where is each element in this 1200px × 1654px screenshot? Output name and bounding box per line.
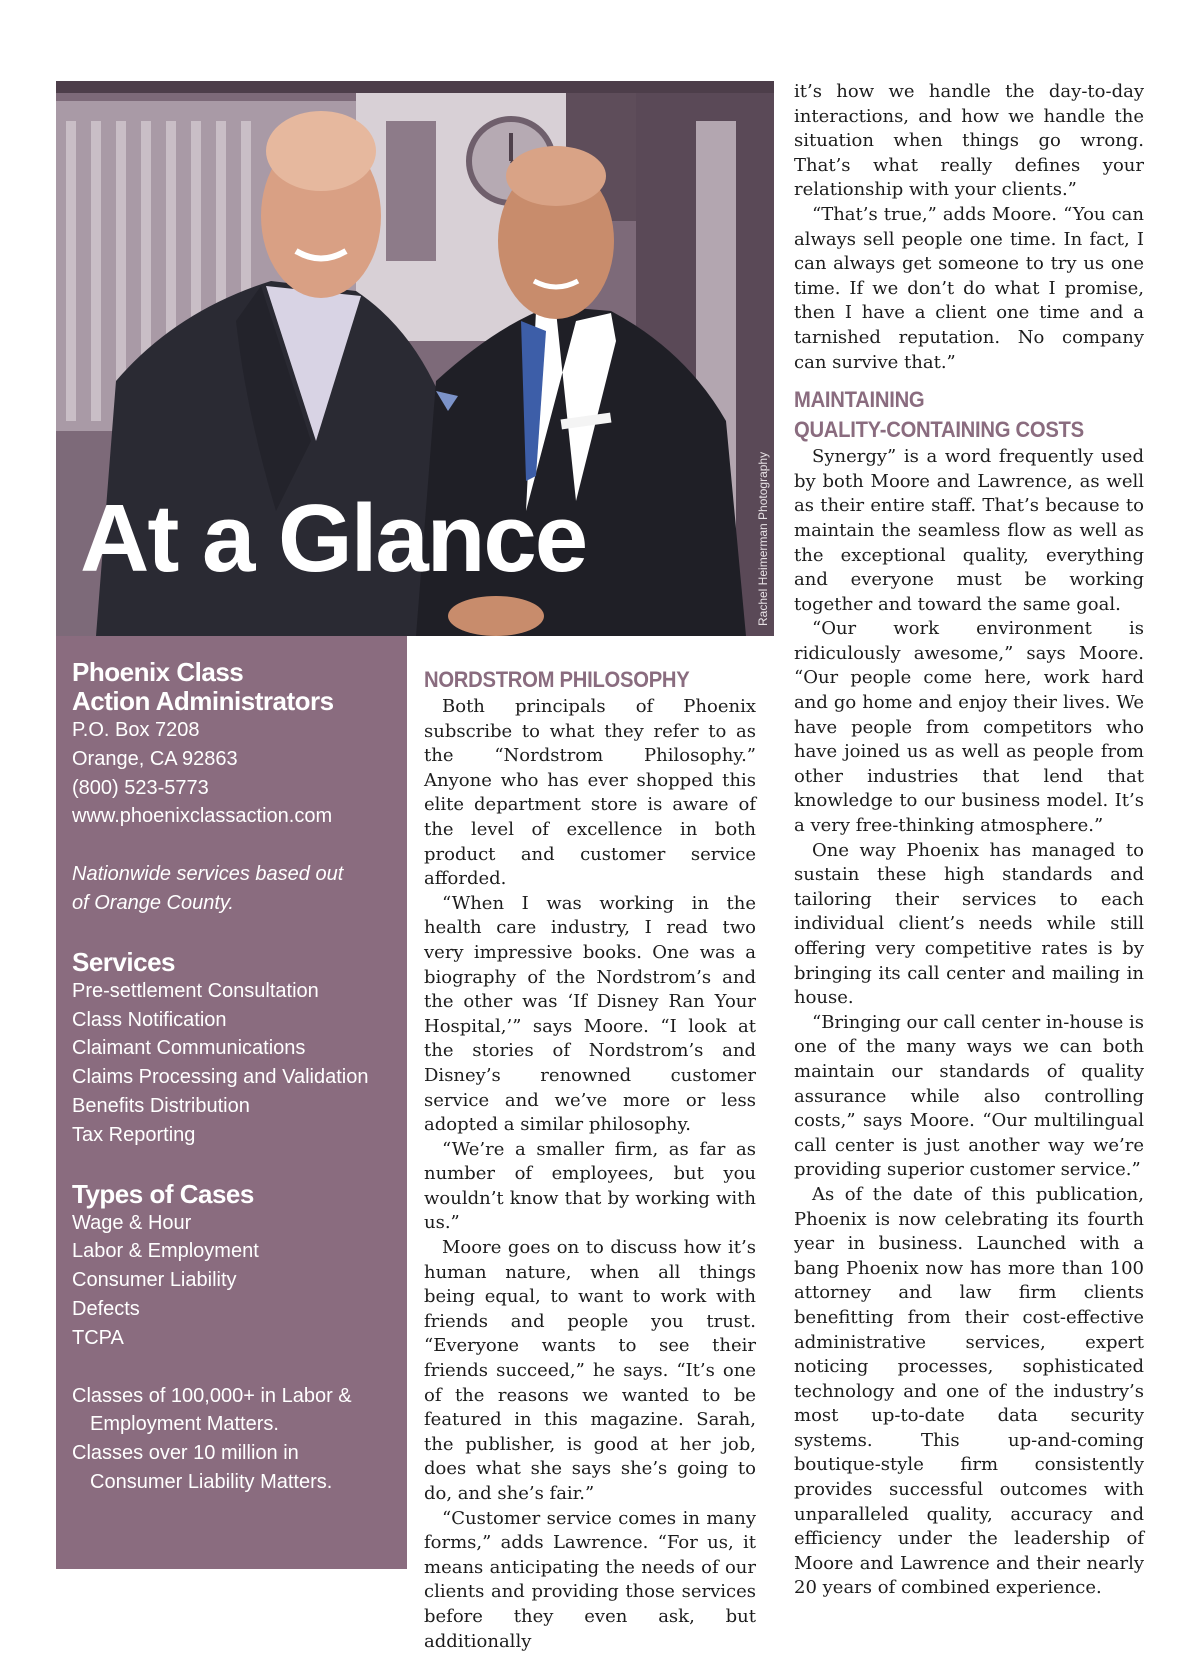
service-item: Tax Reporting — [72, 1123, 196, 1146]
service-item: Class Notification — [72, 1008, 227, 1031]
company-name-line: Action Administrators — [72, 686, 334, 716]
class-size-note: Classes of 100,000+ in Labor & Employment Matters. — [72, 1384, 352, 1436]
service-item: Claims Processing and Validation — [72, 1066, 369, 1089]
article-paragraph: Synergy” is a word frequently used by both Moore and Lawrence, as well as their entire staff. That’s because to maintain the seamless flow as well as the exceptional quality, everything and everyone must be working together and toward the same goal. — [794, 446, 1144, 615]
company-name-line: Phoenix Class — [72, 657, 244, 687]
case-type-item: TCPA — [72, 1326, 124, 1349]
article-paragraph: “When I was working in the health care industry, I read two very impressive books. One was a biography of the Nordstrom’s and the other was ‘If Disney Ran Your Hospital,’” says Moore. “I look at the stories of Nordstrom’s and Disney’s renowned customer service and we’ve more or less adopted a similar philosophy. — [424, 892, 756, 1136]
service-item: Benefits Distribution — [72, 1094, 250, 1117]
service-item: Claimant Communications — [72, 1037, 306, 1060]
article-paragraph: “Customer service comes in many forms,” adds Lawrence. “For us, it means anticipating the needs of our clients and providing those services before they even ask, but additionally — [424, 1507, 756, 1652]
contact-block — [72, 716, 393, 831]
cases-heading: Types of Cases — [72, 1178, 254, 1209]
headline: At a Glance — [80, 485, 587, 592]
class-size-note: Classes over 10 million in Consumer Liability Matters. — [72, 1442, 333, 1493]
photo-credit: Rachel Heimerman Photography — [756, 451, 770, 626]
case-type-item: Defects — [72, 1297, 140, 1320]
article-paragraph: Moore goes on to discuss how it’s human nature, when all things being equal, to want to work with friends and people you trust. “Everyone wants to see their friends succeed,” he says. “It’s one of the reasons we wanted to be featured in this magazine. Sarah, the publisher, is good at her job, does what she says she’s going to do, and she’s fair.” — [424, 1237, 756, 1504]
case-type-item: Wage & Hour — [72, 1211, 192, 1234]
article-paragraph-continued: it’s how we handle the day-to-day interactions, and how we handle the situation when things go wrong. That’s what really defines your relationship with your clients.” — [794, 81, 1144, 201]
services-list — [72, 977, 393, 1150]
phone-number: (800) 523-5773 — [72, 776, 209, 799]
services-heading: Services — [72, 946, 175, 977]
tagline-line: of Orange County. — [72, 891, 234, 914]
article-column-right — [794, 80, 1144, 1601]
company-name — [72, 658, 393, 716]
website-link[interactable]: www.phoenixclassaction.com — [72, 805, 333, 828]
address-po-box: P.O. Box 7208 — [72, 719, 200, 741]
address-city: Orange, CA 92863 — [72, 747, 238, 770]
feature-photo — [56, 81, 774, 636]
section-heading-maintaining — [794, 385, 1116, 445]
article-column-middle — [424, 665, 756, 1654]
cases-list — [72, 1209, 393, 1353]
info-sidebar — [56, 636, 407, 1569]
section-heading-nordstrom: NORDSTROM PHILOSOPHY — [424, 667, 690, 692]
service-item: Pre-settlement Consultation — [72, 979, 319, 1002]
article-paragraph: “Bringing our call center in-house is one of the many ways we can both maintain our standards of quality assurance while also controlling costs,” says Moore. “Our multilingual call center is just another way we’re providing superior customer service.” — [794, 1011, 1144, 1181]
article-paragraph: “Our work environment is ridiculously awesome,” says Moore. “Our people come here, work hard and go home and enjoy their lives. We have people from competitors who have joined us as well as people from other industries that lend that knowledge to our business model. It’s a very free-thinking atmosphere.” — [794, 618, 1144, 837]
article-paragraph: One way Phoenix has managed to sustain these high standards and tailoring their services to each individual client’s needs while still offering very competitive rates is by bringing its call center and mailing in house. — [794, 839, 1144, 1009]
tagline-line: Nationwide services based out — [72, 863, 344, 886]
article-paragraph: Both principals of Phoenix subscribe to what they refer to as the “Nordstrom Philosophy.” Anyone who has ever shopped this elite department store is aware of the level of excellence in both product and customer service afforded. — [424, 696, 756, 890]
section-heading-line: QUALITY-CONTAINING COSTS — [794, 417, 1084, 443]
article-paragraph: “We’re a smaller firm, as far as number of employees, but you wouldn’t know that by working with us.” — [424, 1138, 756, 1234]
case-type-item: Labor & Employment — [72, 1240, 259, 1263]
article-paragraph: “That’s true,” adds Moore. “You can always sell people one time. In fact, I can always get someone to try us one time. If we don’t do what I promise, then I have a client one time and a tarnished reputation. No company can survive that.” — [794, 203, 1144, 373]
case-type-item: Consumer Liability — [72, 1269, 237, 1292]
article-paragraph: As of the date of this publication, Phoenix is now celebrating its fourth year in business. Launched with a bang Phoenix now has more than 100 attorney and law firm clients benefitting from their cost-effective administrative services, expert noticing processes, sophisticated technology and one of the industry’s most up-to-date data security systems. This up-and-coming boutique-style firm consistently provides successful outcomes with unparalleled quality, accuracy and efficiency under the leadership of Moore and Lawrence and their nearly 20 years of combined experience. — [794, 1183, 1144, 1599]
section-heading-line: MAINTAINING — [794, 387, 925, 413]
